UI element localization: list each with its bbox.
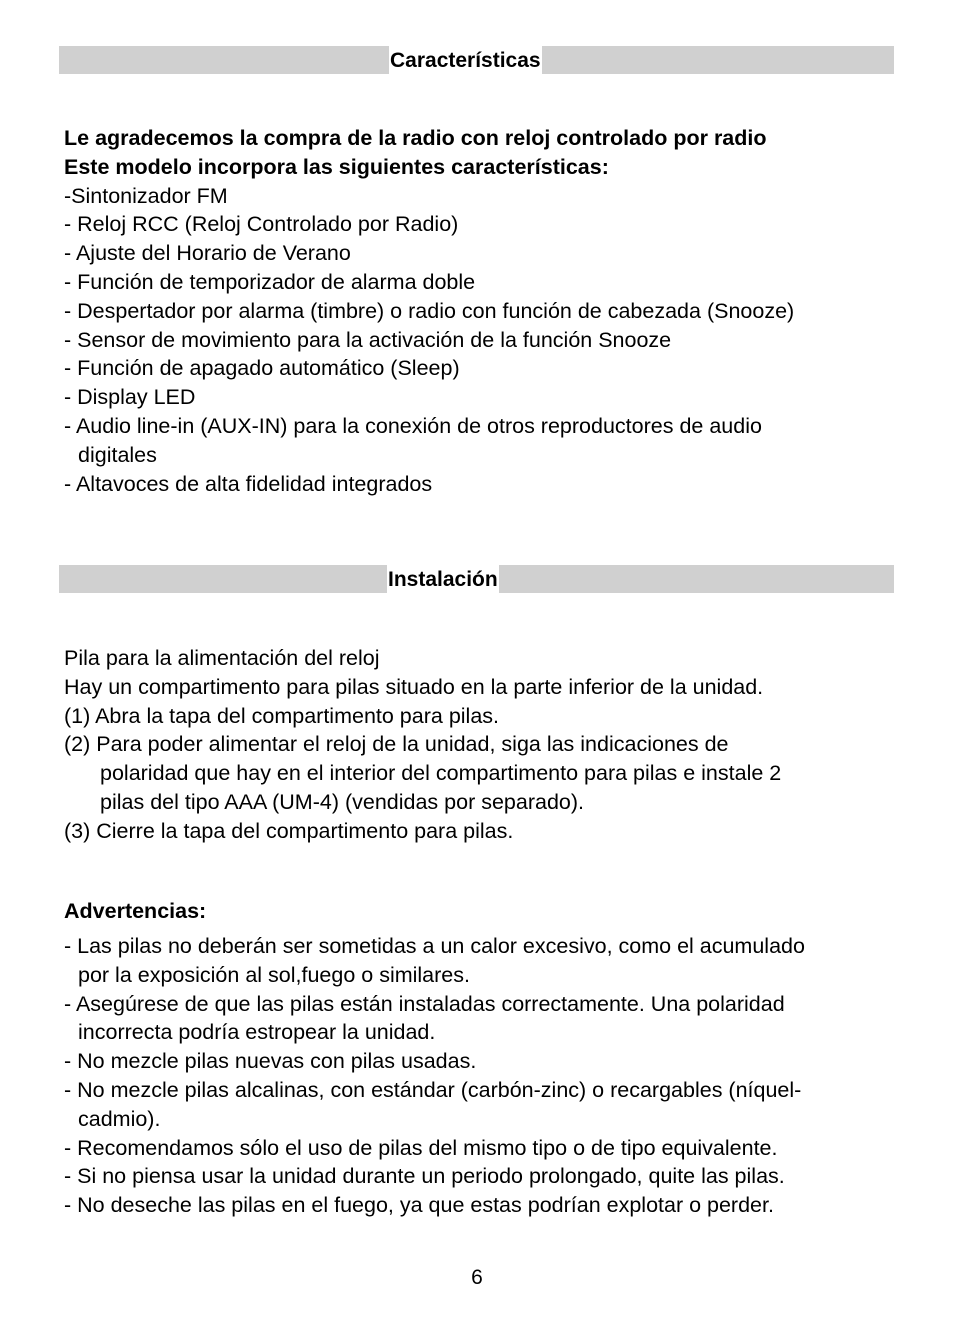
installation-step: (3) Cierre la tapa del compartimento para pilas. [64,818,514,843]
installation-step-continued: pilas del tipo AAA (UM-4) (vendidas por separado). [100,789,584,814]
page-number: 6 [471,1266,483,1289]
warning-item: - No mezcle pilas nuevas con pilas usadas. [64,1049,477,1074]
warnings-title: Advertencias: [64,899,207,923]
warning-item: - No mezcle pilas alcalinas, con estándar (carbón-zinc) o recargables (níquel- [64,1077,802,1102]
warning-item: - Si no piensa usar la unidad durante un periodo prolongado, quite las pilas. [64,1164,785,1189]
feature-item: - Ajuste del Horario de Verano [64,241,351,266]
warning-item: - Recomendamos sólo el uso de pilas del mismo tipo o de tipo equivalente. [64,1135,778,1160]
feature-item: -Sintonizador FM [64,183,228,208]
section-header-bar-caracteristicas [59,46,894,74]
warning-item: - No deseche las pilas en el fuego, ya que estas podrían explotar o perder. [64,1193,774,1218]
section-title-caracteristicas: Características [389,46,542,74]
warning-item-continued: cadmio). [78,1106,161,1131]
section-header-bar-instalacion [59,565,894,593]
installation-step-continued: polaridad que hay en el interior del compartimento para pilas e instale 2 [100,761,782,786]
installation-line: Hay un compartimento para pilas situado en la parte inferior de la unidad. [64,674,764,699]
feature-item: - Audio line-in (AUX-IN) para la conexión de otros reproductores de audio [64,413,762,438]
intro-line: Este modelo incorpora las siguientes características: [64,154,609,179]
feature-item-continued: digitales [78,442,157,467]
installation-step: (2) Para poder alimentar el reloj de la unidad, siga las indicaciones de [64,732,729,757]
feature-item: - Altavoces de alta fidelidad integrados [64,471,433,496]
warning-item: - Asegúrese de que las pilas están instaladas correctamente. Una polaridad [64,991,785,1016]
feature-item: - Función de apagado automático (Sleep) [64,356,460,381]
feature-item: - Display LED [64,385,196,410]
warning-item-continued: incorrecta podría estropear la unidad. [78,1020,436,1045]
feature-item: - Sensor de movimiento para la activación de la función Snooze [64,327,672,352]
warning-item: - Las pilas no deberán ser sometidas a un calor excesivo, como el acumulado [64,934,805,958]
installation-line: Pila para la alimentación del reloj [64,646,380,670]
intro-line: Le agradecemos la compra de la radio con reloj controlado por radio [64,126,767,150]
feature-item: - Reloj RCC (Reloj Controlado por Radio) [64,212,459,237]
warnings-block [64,932,805,1220]
section-title-instalacion: Instalación [387,565,499,593]
features-block [64,124,794,498]
feature-item: - Función de temporizador de alarma doble [64,269,476,294]
warning-item-continued: por la exposición al sol,fuego o similares. [78,962,470,987]
feature-item: - Despertador por alarma (timbre) o radio con función de cabezada (Snooze) [64,298,795,323]
installation-block [64,644,781,846]
installation-step: (1) Abra la tapa del compartimento para pilas. [64,703,500,728]
